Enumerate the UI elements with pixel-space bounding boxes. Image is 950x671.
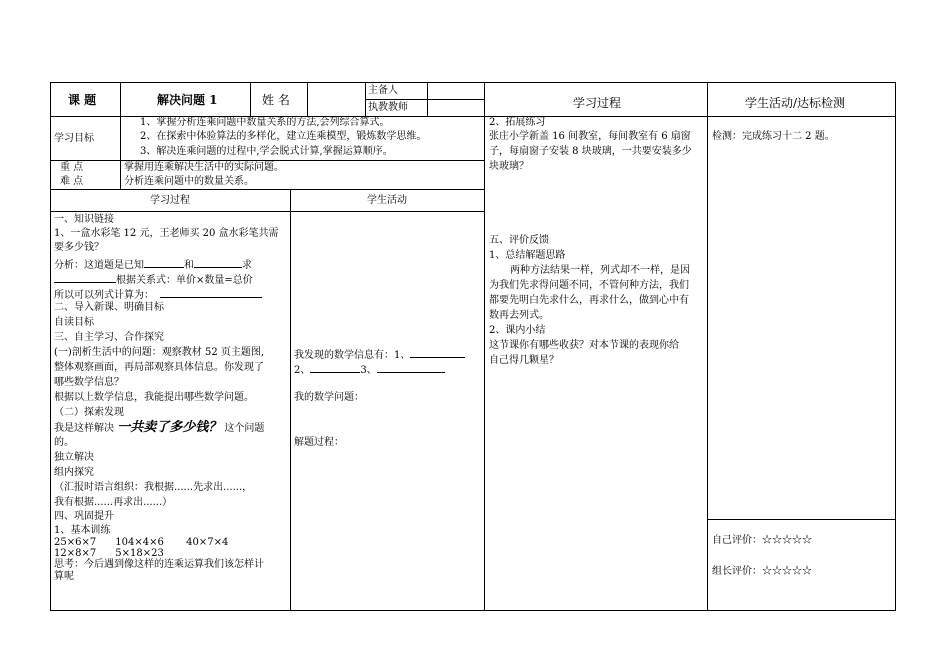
section-consolidate: 四、巩固提升 <box>54 511 114 522</box>
solve-text-end: 这个问题 <box>224 423 265 434</box>
zhi-jiao-jiao-shi-label: 执教教师 <box>368 102 408 113</box>
table-divider <box>484 82 485 611</box>
objective-line-1: 1、掌握分析连乘问题中数量关系的方法,会列综合算式。 <box>140 117 390 128</box>
table-border <box>50 82 51 611</box>
answer-blank[interactable] <box>410 347 465 358</box>
table-divider <box>365 99 485 100</box>
summary-text: 数再去列式。 <box>489 310 549 321</box>
answer-blank[interactable] <box>310 362 360 373</box>
student-activity-check-header: 学生活动/达标检测 <box>745 96 846 110</box>
table-divider <box>707 82 708 611</box>
leader-evaluation[interactable]: 组长评价：☆☆☆☆☆ <box>712 566 812 577</box>
zhong-dian-label: 重 点 <box>60 162 84 173</box>
solve-line <box>54 421 264 436</box>
explore-line: 整体观察画面，再局部观察具体信息。你发现了 <box>54 362 264 373</box>
nan-dian-text: 分析连乘问题中的数量关系。 <box>124 176 254 187</box>
class-summary-text: 这节课你有哪些收获？对本节课的表现你给 <box>489 340 679 351</box>
found-info-line <box>294 347 465 362</box>
table-divider <box>50 211 485 212</box>
exercise-row: 12×8×7 5×18×23 <box>54 548 164 559</box>
explore-line: 根据以上数学信息，我能提出哪些数学问题。 <box>54 392 254 403</box>
problem-1-line: 1、一盒水彩笔 12 元，王老师买 20 盒水彩笔共需 <box>54 228 279 239</box>
table-border <box>895 82 896 611</box>
extension-problem: 子，每扇窗子安装 8 块玻璃，一共要安装多少 <box>489 146 692 157</box>
summary-text: 两种方法结果一样，列式却不一样，是因 <box>510 265 690 276</box>
table-divider <box>50 160 485 161</box>
answer-blank[interactable] <box>194 257 242 268</box>
section-intro: 二、导入新课、明确目标 <box>54 302 164 313</box>
table-divider <box>120 160 121 190</box>
explore-line: 哪些数学信息？ <box>54 377 124 388</box>
table-divider <box>707 519 896 520</box>
check-text: 检测：完成练习十二 2 题。 <box>712 131 835 142</box>
extension-problem: 块玻璃？ <box>489 161 529 172</box>
found-info-line-2 <box>294 362 445 377</box>
answer-blank[interactable] <box>144 257 184 268</box>
solve-process-label: 解题过程： <box>294 437 344 448</box>
answer-blank[interactable] <box>160 287 262 298</box>
class-summary-text: 自己得几颗星？ <box>489 355 559 366</box>
zhu-bei-ren-label: 主备人 <box>368 85 398 96</box>
formula-text: 所以可以列式计算为： <box>54 290 154 301</box>
found-info-3: 3、 <box>360 365 377 376</box>
self-read-goals: 自读目标 <box>54 317 94 328</box>
analysis-and: 和 <box>184 260 194 271</box>
section-evaluation: 五、评价反馈 <box>489 235 549 246</box>
summary-text: 都要先明白先求什么，再求什么，做到心中有 <box>489 295 689 306</box>
solve-line-end: 的。 <box>54 437 74 448</box>
section-explore: 三、自主学习、合作探究 <box>54 332 164 343</box>
summary-title: 1、总结解题思路 <box>489 250 566 261</box>
ke-ti-value: 解决问题 1 <box>157 93 218 107</box>
explore-discovery: （二）探索发现 <box>54 407 124 418</box>
analysis-text: 分析：这道题是已知 <box>54 260 144 271</box>
learning-process-header: 学习过程 <box>573 96 622 110</box>
table-divider <box>250 82 251 117</box>
answer-blank[interactable] <box>377 362 445 373</box>
ke-ti-label: 课 题 <box>68 93 97 107</box>
relation-line <box>54 272 253 287</box>
class-summary-title: 2、课内小结 <box>489 325 546 336</box>
explore-line: (一)剖析生活中的问题：观察教材 52 页主题图, <box>54 347 265 358</box>
objective-line-2: 2、在探索中体验算法的多样化，建立连乘模型，锻炼数学思维。 <box>140 131 427 142</box>
relation-text: 根据关系式：单价×数量=总价 <box>116 275 253 286</box>
name-label: 姓 名 <box>262 93 290 107</box>
self-evaluation[interactable]: 自己评价：☆☆☆☆☆ <box>712 535 812 546</box>
table-divider <box>120 82 121 117</box>
group-explore: 组内探究 <box>54 467 94 478</box>
analysis-qiu: 求 <box>242 260 252 271</box>
table-border <box>50 82 896 83</box>
independent-solve: 独立解决 <box>54 452 94 463</box>
think-line: 算呢 <box>54 571 74 582</box>
solve-text: 我是这样解决 <box>54 423 114 434</box>
sub-header-learning-process: 学习过程 <box>150 195 190 206</box>
table-divider <box>290 189 291 611</box>
objective-line-3: 3、解决连乘问题的过程中,学会脱式计算,掌握运算顺序。 <box>140 146 393 157</box>
found-info-2: 2、 <box>294 365 311 376</box>
sub-header-student-activity: 学生活动 <box>367 195 407 206</box>
found-info-text: 我发现的数学信息有：1、 <box>294 350 411 361</box>
report-hint: 我有根据......再求出......） <box>54 497 173 508</box>
table-divider <box>120 116 121 161</box>
solve-question: 一共卖了多少钱？ <box>117 420 222 435</box>
objectives-label: 学习目标 <box>54 133 94 144</box>
extension-practice: 2、拓展练习 <box>489 117 546 128</box>
nan-dian-label: 难 点 <box>60 176 84 187</box>
table-divider <box>50 189 485 190</box>
analysis-line <box>54 257 252 272</box>
zhong-dian-text: 掌握用连乘解决生活中的实际问题。 <box>124 162 284 173</box>
think-line: 思考：今后遇到像这样的连乘运算我们该怎样计 <box>54 559 264 570</box>
section-knowledge-link: 一、知识链接 <box>54 214 114 225</box>
formula-line <box>54 287 262 302</box>
answer-blank[interactable] <box>54 272 116 283</box>
exercise-row: 25×6×7 104×4×6 40×7×4 <box>54 537 229 548</box>
extension-problem: 张庄小学新盖 16 间教室，每间教室有 6 扇窗 <box>489 131 691 142</box>
basic-training: 1、基本训练 <box>54 525 111 536</box>
summary-text: 为我们先求得问题不同，不管何种方法，我们 <box>489 280 689 291</box>
table-border <box>50 610 896 611</box>
report-hint: （汇报时语言组织：我根据......先求出......， <box>54 482 253 493</box>
problem-1-line: 要多少钱？ <box>54 242 104 253</box>
table-divider <box>307 82 308 117</box>
my-question-label: 我的数学问题： <box>294 392 364 403</box>
